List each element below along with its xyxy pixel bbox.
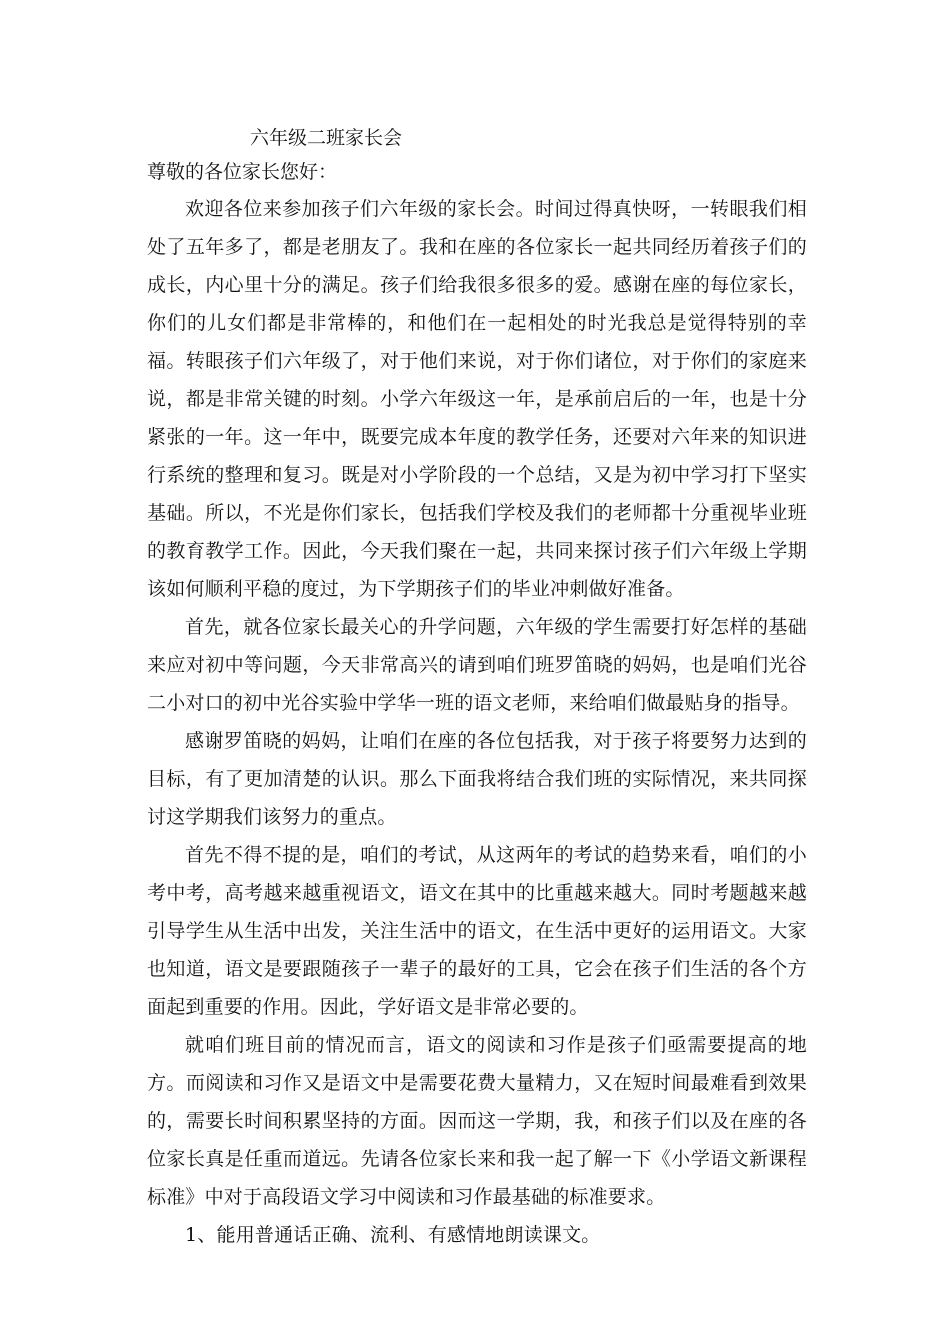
paragraph-exam-trend: 首先不得不提的是，咱们的考试，从这两年的考试的趋势来看，咱们的小考中考，高考越来越重视语文，语文在其中的比重越来越大。同时考题越来越引导学生从生活中出发，关注生活中的语文，在生活中更好的运用语文。大家也知道，语文是要跟随孩子一辈子的最好的工具，它会在孩子们生活的各个方面起到重要的作用。因此，学好语文是非常必要的。 <box>147 844 807 1018</box>
paragraph-welcome: 欢迎各位来参加孩子们六年级的家长会。时间过得真快呀，一转眼我们相处了五年多了，都是老朋友了。我和在座的各位家长一起共同经历着孩子们的成长，内心里十分的满足。孩子们给我很多很多的爱。感谢在座的每位家长，你们的儿女们都是非常棒的，和他们在一起相处的时光我总是觉得特别的幸福。转眼孩子们六年级了，对于他们来说，对于你们诸位，对于你们的家庭来说，都是非常关键的时刻。小学六年级这一年，是承前启后的一年，也是十分紧张的一年。这一年中，既要完成本年度的教学任务，还要对六年来的知识进行系统的整理和复习。既是对小学阶段的一个总结，又是为初中学习打下坚实基础。所以，不光是你们家长，包括我们学校及我们的老师都十分重视毕业班的教育教学工作。因此，今天我们聚在一起，共同来探讨孩子们六年级上学期该如何顺利平稳的度过，为下学期孩子们的毕业冲刺做好准备。 <box>147 198 807 600</box>
paragraph-standard-item-1: 1、能用普通话正确、流利、有感情地朗读课文。 <box>185 1224 601 1246</box>
paragraph-thanks: 感谢罗笛晓的妈妈，让咱们在座的各位包括我，对于孩子将要努力达到的目标，有了更加清楚的认识。那么下面我将结合我们班的实际情况，来共同探讨这学期我们该努力的重点。 <box>147 730 807 828</box>
document-title: 六年级二班家长会 <box>250 127 403 149</box>
greeting-line: 尊敬的各位家长您好： <box>147 161 338 183</box>
paragraph-guest-speaker: 首先，就各位家长最关心的升学问题，六年级的学生需要打好怎样的基础来应对初中等问题，今天非常高兴的请到咱们班罗笛晓的妈妈，也是咱们光谷二小对口的初中光谷实验中学华一班的语文老师，来给咱们做最贴身的指导。 <box>147 616 807 714</box>
document-body <box>147 190 807 1254</box>
paragraph-class-situation: 就咱们班目前的情况而言，语文的阅读和习作是孩子们亟需要提高的地方。而阅读和习作又是语文中是需要花费大量精力，又在短时间最难看到效果的，需要长时间积累坚持的方面。因而这一学期，我，和孩子们以及在座的各位家长真是任重而道远。先请各位家长来和我一起了解一下《小学语文新课程标准》中对于高段语文学习中阅读和习作最基础的标准要求。 <box>147 1034 807 1208</box>
